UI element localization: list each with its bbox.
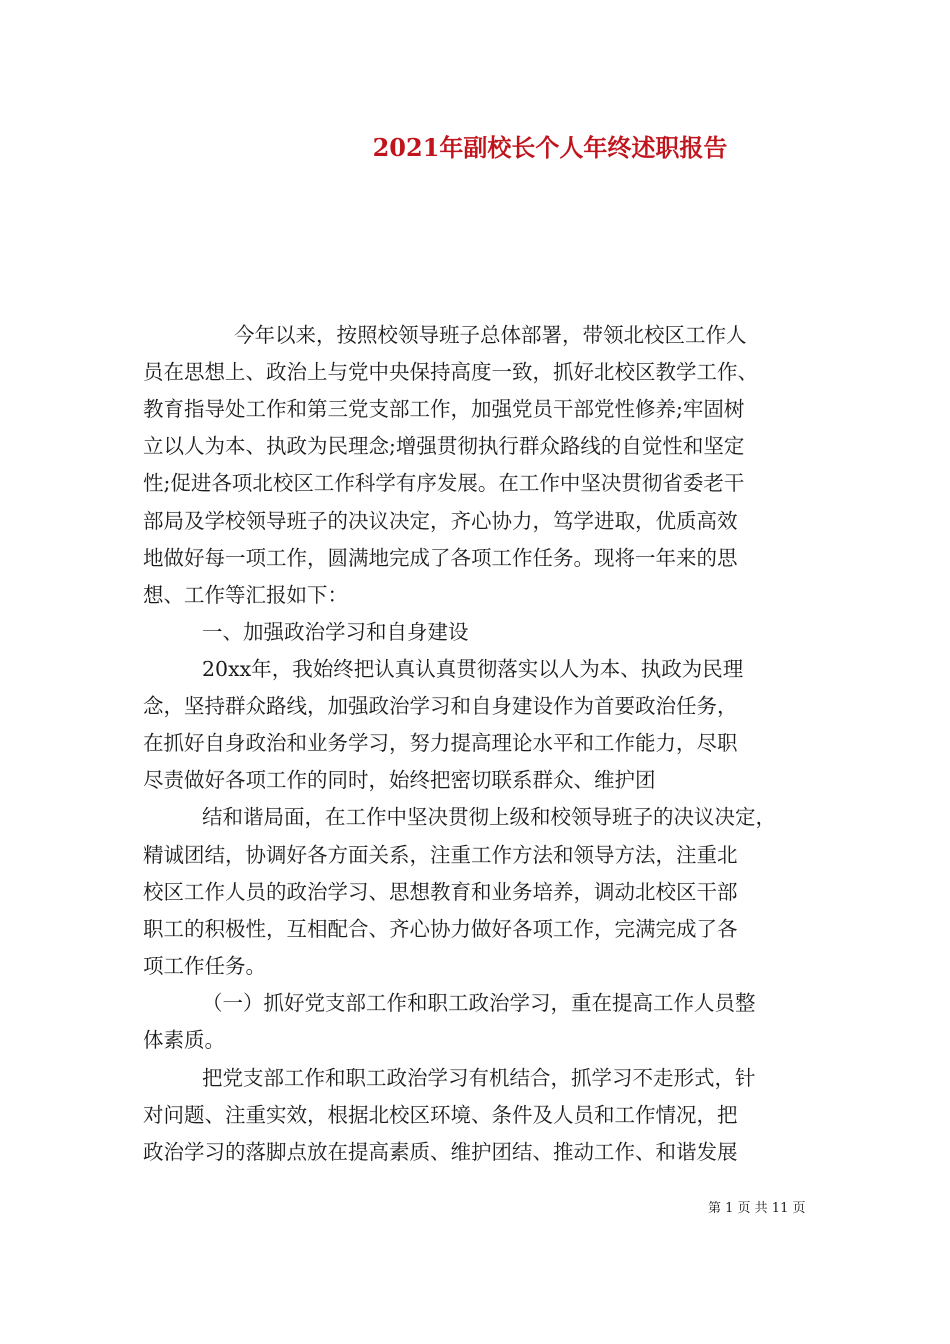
paragraph-line: 校区工作人员的政治学习、思想教育和业务培养，调动北校区干部 [143, 880, 738, 904]
paragraph-line: 想、工作等汇报如下： [143, 583, 348, 607]
document-title: 2021年副校长个人年终述职报告 [372, 133, 728, 162]
paragraph-line: 结和谐局面，在工作中坚决贯彻上级和校领导班子的决议决定， [202, 805, 776, 829]
subsection-heading: （一）抓好党支部工作和职工政治学习，重在提高工作人员整 [202, 991, 756, 1015]
paragraph-line: 职工的积极性，互相配合、齐心协力做好各项工作，完满完成了各 [143, 917, 738, 941]
paragraph-line: 20xx年，我始终把认真认真贯彻落实以人为本、执政为民理 [202, 657, 744, 681]
paragraph-line: 念，坚持群众路线，加强政治学习和自身建设作为首要政治任务， [143, 694, 738, 718]
paragraph-line: 在抓好自身政治和业务学习，努力提高理论水平和工作能力，尽职 [143, 731, 738, 755]
paragraph-line: 教育指导处工作和第三党支部工作，加强党员干部党性修养;牢固树 [143, 397, 745, 421]
subsection-heading-cont: 体素质。 [143, 1028, 225, 1052]
paragraph-line: 政治学习的落脚点放在提高素质、维护团结、推动工作、和谐发展 [143, 1140, 738, 1164]
paragraph-line: 尽责做好各项工作的同时，始终把密切联系群众、维护团 [143, 768, 656, 792]
page-number-footer: 第 1 页 共 11 页 [708, 1201, 806, 1216]
paragraph-line: 项工作任务。 [143, 954, 266, 978]
paragraph-line: 部局及学校领导班子的决议决定，齐心协力，笃学进取，优质高效 [143, 509, 738, 533]
paragraph-line: 把党支部工作和职工政治学习有机结合，抓学习不走形式，针 [202, 1066, 756, 1090]
paragraph-line: 员在思想上、政治上与党中央保持高度一致，抓好北校区教学工作、 [143, 360, 758, 384]
paragraph-line: 立以人为本、执政为民理念;增强贯彻执行群众路线的自觉性和坚定 [143, 434, 745, 458]
paragraph-line: 性;促进各项北校区工作科学有序发展。在工作中坚决贯彻省委老干 [143, 471, 745, 495]
section-heading: 一、加强政治学习和自身建设 [202, 620, 469, 644]
paragraph-line: 对问题、注重实效，根据北校区环境、条件及人员和工作情况，把 [143, 1103, 738, 1127]
paragraph-line: 今年以来，按照校领导班子总体部署，带领北校区工作人 [234, 323, 747, 347]
paragraph-line: 地做好每一项工作，圆满地完成了各项工作任务。现将一年来的思 [143, 546, 738, 570]
paragraph-line: 精诚团结，协调好各方面关系，注重工作方法和领导方法，注重北 [143, 843, 738, 867]
